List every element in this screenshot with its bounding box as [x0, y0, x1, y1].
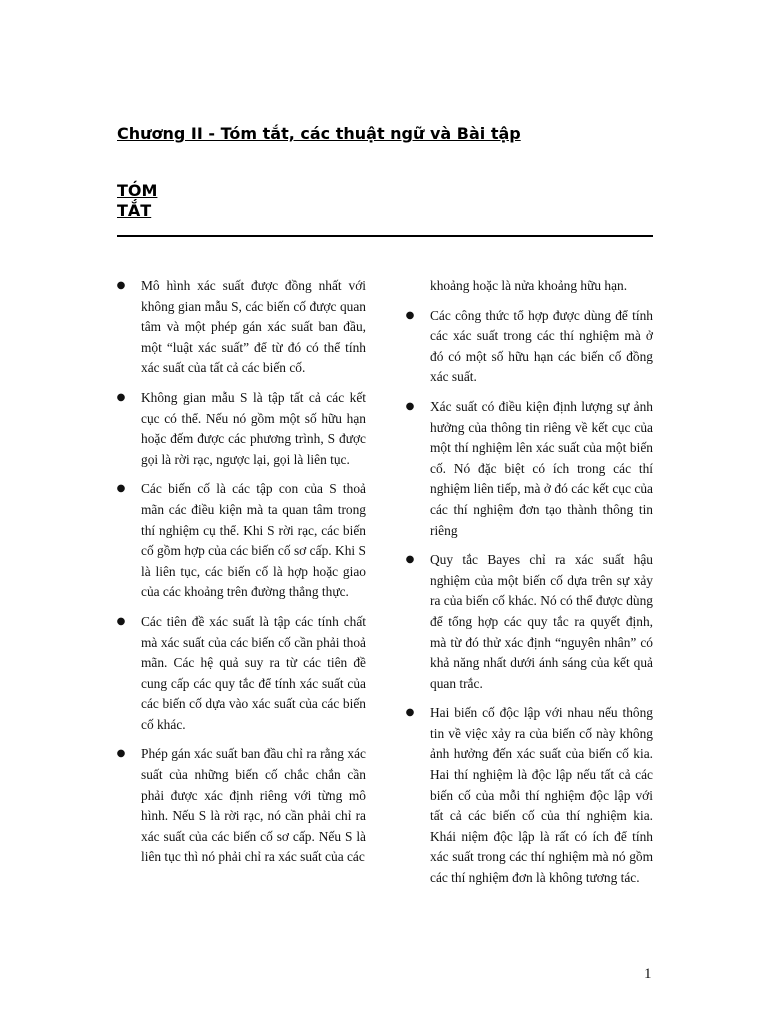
horizontal-rule: [117, 235, 653, 237]
bullet-text: Phép gán xác suất ban đầu chỉ ra rằng xác suất của những biến cố chắc chắn cần phải được xác định riêng với từng mô hình. Nếu S là rời rạc, nó cần phải chỉ ra xác suất của các biến cố sơ cấp. Nếu S là liên tục thì nó phải chỉ ra xác suất của các: [141, 746, 366, 865]
bullet-item: [116, 612, 366, 736]
bullet-icon: ●: [116, 615, 126, 627]
right-column: [405, 276, 653, 898]
continued-text: khoảng hoặc là nửa khoảng hữu hạn.: [430, 278, 628, 293]
bullet-item: [405, 306, 653, 388]
bullet-item: [405, 397, 653, 541]
bullet-icon: ●: [405, 707, 415, 719]
bullet-item: [405, 703, 653, 888]
left-column: [116, 276, 366, 877]
bullet-text: Xác suất có điều kiện định lượng sự ảnh hưởng của thông tin riêng về kết cục của một thí nghiệm lên xác suất của một biến cố. Nó đặc biệt có ích trong các thí nghiệm liên tiếp, mà ở đó các kết cục của các thí nghiệm đơn tạo thành thông tin riêng: [430, 398, 653, 538]
bullet-text: Quy tắc Bayes chỉ ra xác suất hậu nghiệm của một biến cố dựa trên sự xảy ra của biến cố khác. Nó có thể được dùng để tổng hợp các quy tắc ra quyết định, mà từ đó thử xác định “nguyên nhân” có khả năng nhất dưới ánh sáng của kết quả quan trắc.: [430, 552, 653, 691]
bullet-item: [116, 479, 366, 603]
bullet-item: [116, 744, 366, 868]
chapter-title: Chương II - Tóm tắt, các thuật ngữ và Bài tập: [117, 124, 521, 143]
bullet-icon: ●: [116, 748, 126, 760]
bullet-icon: ●: [116, 280, 126, 291]
bullet-item: [405, 550, 653, 694]
bullet-text: Hai biến cố độc lập với nhau nếu thông tin về việc xảy ra của biến cố này không ảnh hưởng đến xác suất của biến cố kia. Hai thí nghiệm là độc lập nếu tất cả các biến cố của mỗi thí nghiệm độc lập với tất cả các biến cố của thí nghiệm kia. Khái niệm độc lập là rất có ích để tính xác suất trong các thí nghiệm mà nó gồm các thí nghiệm đơn là không tương tác.: [430, 705, 653, 886]
bullet-text: Mô hình xác suất được đồng nhất với không gian mẫu S, các biến cố được quan tâm và một phép gán xác suất ban đầu, một “luật xác suất” để từ đó có thể tính xác suất của tất cả các biến cố.: [141, 278, 366, 376]
section-heading-line-2: TẮT: [117, 201, 152, 220]
page-number: 1: [644, 966, 652, 982]
section-heading-line-1: TÓM: [117, 181, 158, 200]
bullet-text: Các tiên đề xác suất là tập các tính chất mà xác suất của các biến cố cần phải thoả mãn. Các hệ quả suy ra từ các tiên đề cung cấp các quy tắc để tính xác suất của các biến cố dựa vào xác suất của các biến cố khác.: [141, 613, 366, 732]
bullet-item: [116, 388, 366, 470]
bullet-icon: ●: [116, 391, 126, 403]
bullet-icon: ●: [116, 483, 126, 495]
bullet-icon: ●: [405, 309, 415, 321]
bullet-icon: ●: [405, 400, 415, 412]
section-heading: [117, 181, 157, 221]
bullet-text: Không gian mẫu S là tập tất cả các kết cục có thể. Nếu nó gồm một số hữu hạn hoặc đếm được các phương trình, S được gọi là rời rạc, ngược lại, gọi là liên tục.: [141, 389, 366, 467]
bullet-item: [116, 276, 366, 379]
bullet-text: Các biến cố là các tập con của S thoả mãn các điều kiện mà ta quan tâm trong thí nghiệm cụ thể. Khi S rời rạc, các biến cố gồm hợp của các biến cố sơ cấp. Khi S là liên tục, các biến cố là hợp hoặc giao của các khoảng trên đường thẳng thực.: [141, 481, 366, 600]
bullet-text: Các công thức tổ hợp được dùng để tính các xác suất trong các thí nghiệm mà ở đó có một số hữu hạn các biến cố đồng xác suất.: [430, 307, 653, 385]
bullet-icon: ●: [405, 554, 415, 566]
